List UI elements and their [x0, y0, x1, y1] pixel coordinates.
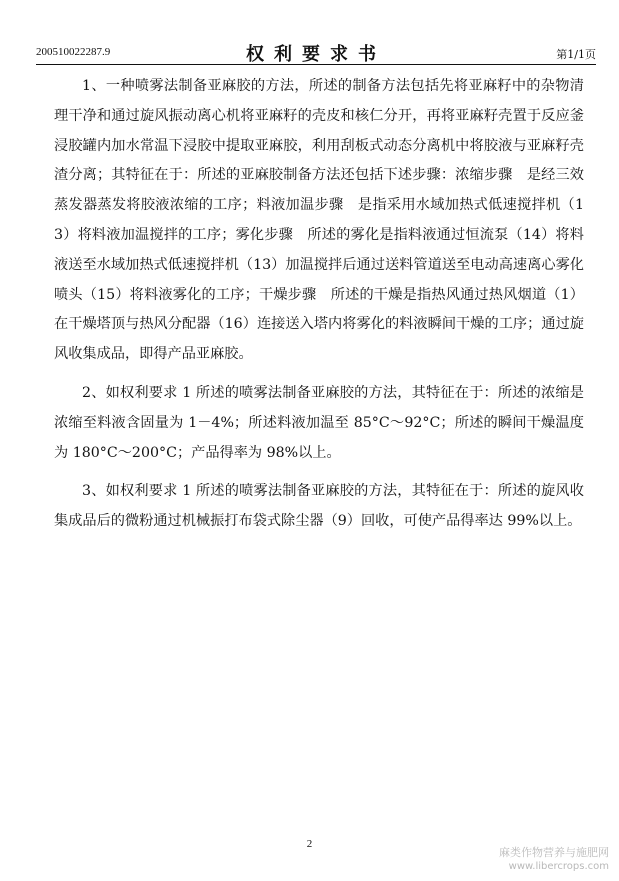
application-number: 200510022287.9 — [36, 46, 111, 58]
page-indicator: 第1/1页 — [556, 48, 596, 61]
header-divider — [36, 64, 596, 65]
page-number: 2 — [306, 838, 313, 850]
claims-body — [54, 72, 584, 537]
claim-3: 3、如权利要求 1 所述的喷雾法制备亚麻胶的方法，其特征在于：所述的旋风收集成品后的微粉通过机械振打布袋式除尘器（9）回收，可使产品得率达 99%以上。 — [54, 483, 584, 530]
document-title: 权利要求书 — [246, 44, 386, 65]
site-watermark — [469, 846, 609, 874]
watermark-url: www.libercrops.com — [508, 861, 609, 872]
page-header — [36, 40, 596, 64]
watermark-site-name: 麻类作物营养与施肥网 — [499, 846, 609, 859]
claim-1: 1、一种喷雾法制备亚麻胶的方法，所述的制备方法包括先将亚麻籽中的杂物清理干净和通过旋风振动离心机将亚麻籽的壳皮和核仁分开，再将亚麻籽壳置于反应釜浸胶罐内加水常温下浸胶中提取亚麻胶，利用刮板式动态分离机中将胶液与亚麻籽壳渣分离；其特征在于：所述的亚麻胶制备方法还包括下述步骤：浓缩步骤 是经三效蒸发器蒸发将胶液浓缩的工序；料液加温步骤 是指采用水域加热式低速搅拌机（13）将料液加温搅拌的工序；雾化步骤 所述的雾化是指料液通过恒流泵（14）将料液送至水域加热式低速搅拌机（13）加温搅拌后通过送料管道送至电动高速离心雾化喷头（15）将料液雾化的工序；干燥步骤 所述的干燥是指热风通过热风烟道（1）在干燥塔顶与热风分配器（16）连接送入塔内将雾化的料液瞬间干燥的工序；通过旋风收集成品，即得产品亚麻胶。 — [54, 78, 584, 363]
claim-2: 2、如权利要求 1 所述的喷雾法制备亚麻胶的方法，其特征在于：所述的浓缩是浓缩至料液含固量为 1－4%；所述料液加温至 85°C～92°C；所述的瞬间干燥温度为 180°C～200°C；产品得率为 98%以上。 — [54, 384, 584, 461]
